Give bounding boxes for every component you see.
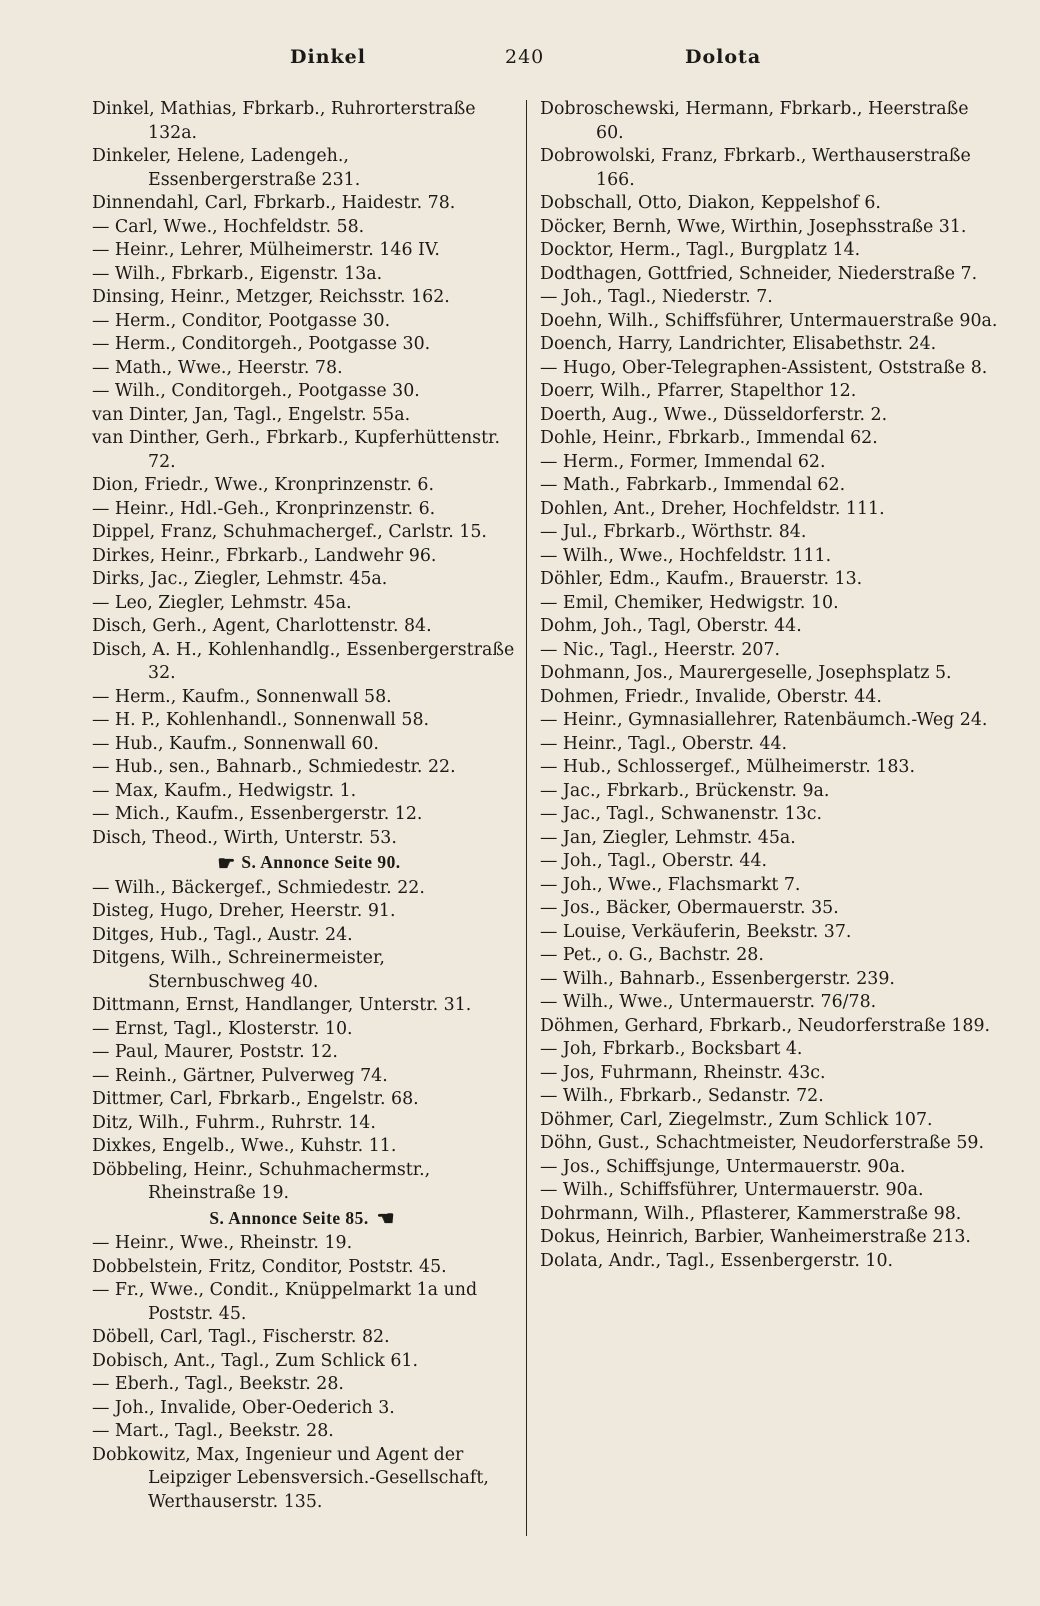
directory-entry: Dixkes, Engelb., Wwe., Kuhstr. 11. (92, 1136, 397, 1156)
directory-entry: — Wilh., Schiffsführer, Untermauerstr. 90a. (540, 1180, 924, 1200)
directory-entry: van Dinther, Gerh., Fbrkarb., Kupferhüttenstr. 72. (92, 428, 500, 472)
directory-entry: — Pet., o. G., Bachstr. 28. (540, 945, 764, 965)
directory-entry: — Carl, Wwe., Hochfeldstr. 58. (92, 216, 365, 237)
directory-entry: — Wilh., Fbrkarb., Eigenstr. 13a. (92, 263, 383, 284)
directory-entry: — Emil, Chemiker, Hedwigstr. 10. (540, 592, 839, 613)
directory-entry: — H. P., Kohlenhandl., Sonnenwall 58. (92, 710, 430, 730)
directory-entry: Dion, Friedr., Wwe., Kronprinzenstr. 6. (92, 475, 435, 495)
directory-entry: — Herm., Kaufm., Sonnenwall 58. (92, 686, 392, 707)
advertisement-notice (92, 1206, 518, 1233)
directory-entry: — Wilh., Conditorgeh., Pootgasse 30. (92, 381, 420, 401)
directory-entry: Dolata, Andr., Tagl., Essenbergerstr. 10. (540, 1250, 894, 1271)
directory-entry: Dinnendahl, Carl, Fbrkarb., Haidestr. 78. (92, 193, 456, 213)
page-header (0, 46, 1040, 76)
directory-entry: — Heinr., Gymnasiallehrer, Ratenbäumch.-Weg 24. (540, 710, 988, 730)
directory-entry: Doehn, Wilh., Schiffsführer, Untermauerstraße 90a. (540, 310, 998, 331)
directory-entry: Dittmer, Carl, Fbrkarb., Engelstr. 68. (92, 1089, 419, 1109)
header-last-name: Dolota (685, 46, 762, 68)
directory-entry: Dohmann, Jos., Maurergeselle, Josephsplatz 5. (540, 663, 952, 683)
directory-entry: — Jac., Tagl., Schwanenstr. 13c. (540, 804, 823, 824)
pointing-hand-icon: ☚ (376, 1208, 393, 1230)
advertisement-notice (92, 850, 518, 877)
directory-entry: — Jul., Fbrkarb., Wörthstr. 84. (540, 522, 807, 542)
directory-entry: — Mart., Tagl., Beekstr. 28. (92, 1421, 334, 1441)
directory-entry: Dinsing, Heinr., Metzger, Reichsstr. 162. (92, 287, 450, 307)
directory-entry: Dirkes, Heinr., Fbrkarb., Landwehr 96. (92, 545, 437, 566)
directory-entry: van Dinter, Jan, Tagl., Engelstr. 55a. (92, 404, 411, 425)
directory-entry: — Louise, Verkäuferin, Beekstr. 37. (540, 921, 852, 942)
directory-entry: Döhmer, Carl, Ziegelmstr., Zum Schlick 107. (540, 1109, 933, 1130)
directory-entry: Dohlen, Ant., Dreher, Hochfeldstr. 111. (540, 498, 885, 519)
directory-entry: Dobroschewski, Hermann, Fbrkarb., Heerstraße 60. (540, 99, 969, 143)
directory-entry: — Herm., Former, Immendal 62. (540, 451, 826, 472)
directory-entry: — Wilh., Wwe., Hochfeldstr. 111. (540, 545, 832, 566)
directory-entry: Dippel, Franz, Schuhmachergef., Carlstr. 15. (92, 522, 487, 542)
directory-entry: Docktor, Herm., Tagl., Burgplatz 14. (540, 240, 861, 260)
directory-entry: Dinkel, Mathias, Fbrkarb., Ruhrorterstraße 132a. (92, 99, 476, 143)
directory-entry: — Herm., Conditor, Pootgasse 30. (92, 310, 391, 331)
directory-entry: Ditgens, Wilh., Schreinermeister, Sternbuschweg 40. (92, 948, 385, 992)
directory-entry: — Joh., Tagl., Oberstr. 44. (540, 851, 768, 871)
directory-entry: Dohrmann, Wilh., Pflasterer, Kammerstraße 98. (540, 1203, 962, 1224)
directory-entry: — Leo, Ziegler, Lehmstr. 45a. (92, 592, 352, 613)
directory-entry: — Heinr., Lehrer, Mülheimerstr. 146 IV. (92, 240, 440, 260)
directory-entry: — Paul, Maurer, Poststr. 12. (92, 1042, 338, 1062)
directory-entry: — Reinh., Gärtner, Pulverweg 74. (92, 1065, 388, 1086)
directory-entry: — Math., Fabrkarb., Immendal 62. (540, 475, 846, 495)
directory-entry: — Jan, Ziegler, Lehmstr. 45a. (540, 827, 796, 848)
directory-entry: Dobbelstein, Fritz, Conditor, Poststr. 45. (92, 1256, 447, 1277)
directory-entry: Döcker, Bernh, Wwe, Wirthin, Josephsstraße 31. (540, 216, 967, 237)
directory-entry: — Hub., Schlossergef., Mülheimerstr. 183. (540, 757, 915, 777)
directory-entry: — Jos., Schiffsjunge, Untermauerstr. 90a. (540, 1156, 906, 1177)
directory-entry: — Hub., sen., Bahnarb., Schmiedestr. 22. (92, 757, 456, 777)
directory-entry: Dokus, Heinrich, Barbier, Wanheimerstraße 213. (540, 1227, 971, 1247)
directory-entry: Döhler, Edm., Kaufm., Brauerstr. 13. (540, 569, 863, 589)
directory-entry: Dobschall, Otto, Diakon, Keppelshof 6. (540, 193, 881, 213)
directory-entry: Dobkowitz, Max, Ingenieur und Agent der Leipziger Lebensversich.-Gesellschaft, Werthauserstr. 135. (92, 1444, 489, 1512)
directory-entry: — Ernst, Tagl., Klosterstr. 10. (92, 1018, 353, 1039)
directory-entry: — Wilh., Fbrkarb., Sedanstr. 72. (540, 1086, 824, 1106)
directory-entry: — Joh, Fbrkarb., Bocksbart 4. (540, 1039, 803, 1059)
directory-entry: Dobisch, Ant., Tagl., Zum Schlick 61. (92, 1350, 418, 1371)
directory-entry: Dodthagen, Gottfried, Schneider, Niederstraße 7. (540, 263, 978, 284)
directory-entry: — Hub., Kaufm., Sonnenwall 60. (92, 733, 379, 754)
directory-entry: — Joh., Invalide, Ober-Oederich 3. (92, 1397, 395, 1418)
directory-entry: — Jos, Fuhrmann, Rheinstr. 43c. (540, 1062, 826, 1083)
right-column (540, 98, 1000, 1273)
directory-entry: — Wilh., Bahnarb., Essenbergerstr. 239. (540, 968, 895, 989)
directory-entry: Döbbeling, Heinr., Schuhmachermstr., Rheinstraße 19. (92, 1159, 431, 1203)
header-first-name: Dinkel (290, 46, 366, 68)
directory-entry: — Max, Kaufm., Hedwigstr. 1. (92, 780, 357, 801)
directory-entry: — Nic., Tagl., Heerstr. 207. (540, 639, 781, 660)
directory-entry: Disch, Gerh., Agent, Charlottenstr. 84. (92, 616, 432, 636)
directory-entry: — Math., Wwe., Heerstr. 78. (92, 357, 343, 378)
directory-entry: — Heinr., Hdl.-Geh., Kronprinzenstr. 6. (92, 498, 436, 519)
notice-text: S. Annonce Seite 85. (209, 1207, 369, 1228)
directory-entry: Dinkeler, Helene, Ladengeh., Essenbergerstraße 231. (92, 146, 361, 190)
directory-entry: — Eberh., Tagl., Beekstr. 28. (92, 1374, 344, 1394)
directory-entry: — Jos., Bäcker, Obermauerstr. 35. (540, 898, 839, 918)
directory-entry: Doench, Harry, Landrichter, Elisabethstr. 24. (540, 334, 937, 354)
directory-entry: — Heinr., Tagl., Oberstr. 44. (540, 733, 788, 754)
notice-text: S. Annonce Seite 90. (241, 852, 401, 872)
directory-entry: — Joh., Tagl., Niederstr. 7. (540, 287, 773, 307)
directory-entry: — Fr., Wwe., Condit., Knüppelmarkt 1a und Poststr. 45. (92, 1280, 478, 1324)
directory-entry: Dohm, Joh., Tagl, Oberstr. 44. (540, 616, 802, 636)
directory-entry: Disch, A. H., Kohlenhandlg., Essenbergerstraße 32. (92, 639, 515, 683)
directory-entry: Ditges, Hub., Tagl., Austr. 24. (92, 924, 353, 945)
directory-entry: Dobrowolski, Franz, Fbrkarb., Werthauserstraße 166. (540, 146, 971, 190)
directory-entry: — Wilh., Bäckergef., Schmiedestr. 22. (92, 877, 425, 898)
directory-entry: Döbell, Carl, Tagl., Fischerstr. 82. (92, 1327, 390, 1347)
directory-entry: — Mich., Kaufm., Essenbergerstr. 12. (92, 804, 423, 824)
page-number: 240 (505, 46, 545, 68)
directory-entry: — Wilh., Wwe., Untermauerstr. 76/78. (540, 992, 877, 1012)
directory-entry: — Heinr., Wwe., Rheinstr. 19. (92, 1233, 353, 1253)
directory-entry: — Hugo, Ober-Telegraphen-Assistent, Oststraße 8. (540, 357, 988, 378)
directory-entry: — Joh., Wwe., Flachsmarkt 7. (540, 874, 801, 895)
directory-entry: Doerth, Aug., Wwe., Düsseldorferstr. 2. (540, 404, 888, 425)
directory-entry: Doerr, Wilh., Pfarrer, Stapelthor 12. (540, 381, 857, 401)
directory-entry: Ditz, Wilh., Fuhrm., Ruhrstr. 14. (92, 1112, 376, 1133)
directory-entry: Disteg, Hugo, Dreher, Heerstr. 91. (92, 901, 396, 921)
directory-entry: Dittmann, Ernst, Handlanger, Unterstr. 31. (92, 995, 472, 1015)
directory-entry: Dohle, Heinr., Fbrkarb., Immendal 62. (540, 428, 878, 448)
directory-entry: Dohmen, Friedr., Invalide, Oberstr. 44. (540, 686, 882, 707)
pointing-hand-icon: ☛ (217, 852, 234, 875)
left-column (92, 98, 518, 1514)
directory-entry: Döhn, Gust., Schachtmeister, Neudorferstraße 59. (540, 1133, 984, 1153)
directory-entry: Disch, Theod., Wirth, Unterstr. 53. (92, 827, 397, 848)
directory-entry: Dirks, Jac., Ziegler, Lehmstr. 45a. (92, 569, 388, 589)
directory-entry: — Herm., Conditorgeh., Pootgasse 30. (92, 334, 431, 354)
directory-entry: Döhmen, Gerhard, Fbrkarb., Neudorferstraße 189. (540, 1015, 991, 1036)
directory-entry: — Jac., Fbrkarb., Brückenstr. 9a. (540, 780, 830, 801)
column-divider (526, 100, 527, 1536)
